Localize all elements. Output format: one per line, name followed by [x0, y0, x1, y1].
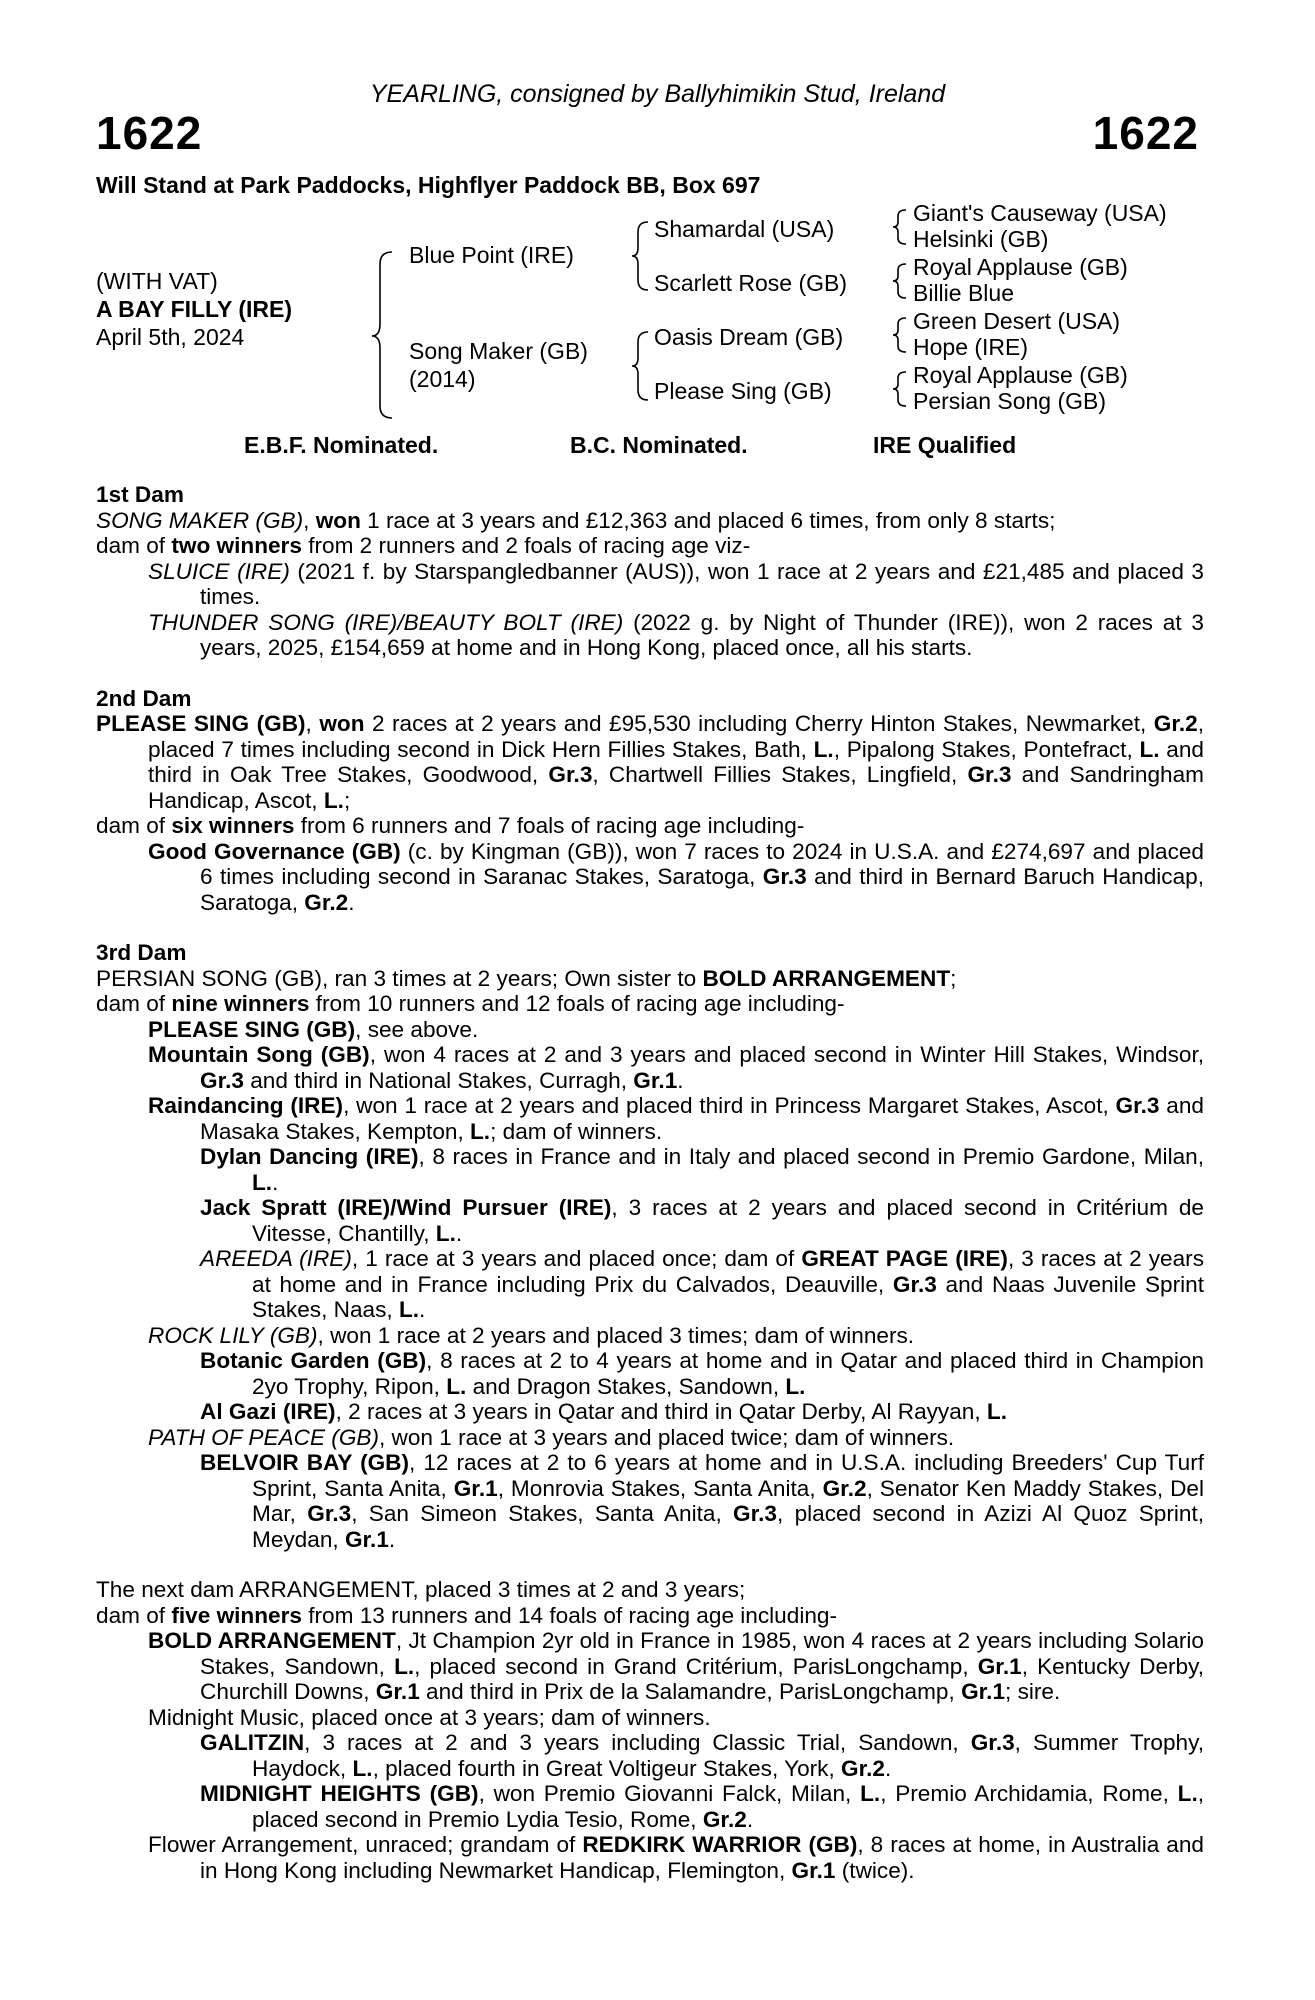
brace-g12 — [893, 210, 906, 244]
text: and third in Prix de la Salamandre, ParisLongchamp, — [419, 1679, 962, 1704]
text: , — [305, 711, 320, 736]
horse-name: THUNDER SONG (IRE)/BEAUTY BOLT (IRE) — [148, 609, 624, 635]
horse-name: MIDNIGHT HEIGHTS (GB) — [200, 1781, 479, 1806]
text: , Monrovia Stakes, Santa Anita, — [497, 1475, 823, 1501]
grade: Gr.2 — [1153, 711, 1198, 736]
second-dam-line — [96, 711, 1204, 813]
produce-entry — [96, 1195, 1204, 1246]
produce-entry — [96, 1781, 1204, 1832]
grade: L. — [470, 1118, 491, 1144]
text: , 2 races at 3 years in Qatar and third in Qatar Derby, Al Rayyan, — [335, 1399, 987, 1424]
text: . — [885, 1755, 892, 1781]
text: nine winners — [171, 991, 310, 1016]
brace-g78 — [893, 372, 906, 406]
dam-brace — [632, 332, 648, 400]
horse-name: Good Governance (GB) — [148, 838, 401, 864]
gen3-3: Royal Applause (GB) — [913, 254, 1128, 280]
produce-entry — [96, 1730, 1204, 1781]
grade: Gr.3 — [548, 762, 593, 787]
text: , 8 races in France and in Italy and placed second in Premio Gardone, Milan, — [418, 1144, 1204, 1169]
grade: Gr.1 — [961, 1679, 1006, 1704]
grade: Gr.1 — [791, 1857, 836, 1883]
grade: L. — [394, 1653, 415, 1679]
text: , Premio Archidamia, Rome, — [880, 1781, 1178, 1806]
first-dam-produce-summary — [96, 533, 1204, 559]
gen3-6: Hope (IRE) — [913, 334, 1029, 360]
horse-name: Raindancing (IRE) — [148, 1093, 344, 1118]
grade: L. — [252, 1169, 273, 1195]
produce-entry — [96, 1323, 1204, 1349]
text: , won 1 race at 2 years and placed third in Princess Margaret Stakes, Ascot, — [343, 1093, 1116, 1118]
text: dam of — [96, 991, 172, 1016]
text: , 12 races at 2 to 6 years at home and in U.S.A. including Breeders' Cup Turf Sprint, Santa Anita, — [252, 1450, 1204, 1501]
text: 2 races at 2 years and £95,530 including Cherry Hinton Stakes, Newmarket, — [364, 711, 1154, 736]
text: , — [303, 507, 316, 533]
text: and Naas Juvenile Sprint Stakes, Naas, — [252, 1271, 1205, 1322]
produce-entry — [96, 1042, 1204, 1093]
horse-name: Jack Spratt (IRE)/Wind Pursuer (IRE) — [200, 1195, 612, 1220]
text: (2021 f. by Starspangledbanner (AUS)), won 1 race at 2 years and £21,485 and placed 3 times. — [200, 558, 1205, 609]
text: , Senator Ken Maddy Stakes, Del Mar, — [252, 1475, 1204, 1526]
produce-entry — [96, 1144, 1204, 1195]
text: . — [348, 889, 355, 915]
produce-entry — [96, 1628, 1204, 1705]
dam: Song Maker (GB) — [409, 338, 588, 364]
text: , placed second in Grand Critérium, ParisLongchamp, — [414, 1653, 978, 1679]
produce-entry: Midnight Music, placed once at 3 years; dam of winners. — [148, 1704, 711, 1730]
next-dam-produce-summary — [96, 1603, 1204, 1629]
text: , 3 races at 2 years and placed second in Critérium de Vitesse, Chantilly, — [252, 1195, 1204, 1246]
text: , won 1 race at 2 years and placed 3 times; dam of winners. — [317, 1322, 915, 1348]
horse-name: GALITZIN — [200, 1730, 305, 1755]
horse-name: BOLD ARRANGEMENT — [702, 965, 951, 991]
gen3-5: Green Desert (USA) — [913, 308, 1121, 334]
produce-entry — [96, 1348, 1204, 1399]
lot-name: A BAY FILLY (IRE) — [96, 296, 292, 322]
lot-number-left: 1622 — [96, 107, 203, 159]
foaling-date: April 5th, 2024 — [96, 324, 245, 350]
horse-name: PLEASE SING (GB) — [96, 711, 306, 736]
horse-name: AREEDA (IRE) — [200, 1246, 352, 1271]
grade: L. — [986, 1399, 1008, 1424]
vat-label: (WITH VAT) — [96, 268, 218, 294]
text: , Jt Champion 2yr old in France in 1985, won 4 races at 2 years including Solario Stakes, Sandown, — [200, 1628, 1204, 1679]
text: and third in Oak Tree Stakes, Goodwood, — [148, 736, 1204, 787]
grade: Gr.3 — [762, 864, 807, 889]
text: won — [319, 711, 365, 736]
ebf-nominated: E.B.F. Nominated. — [244, 432, 439, 458]
grade: Gr.3 — [967, 762, 1012, 787]
produce-entry — [96, 1017, 1204, 1043]
produce-entry — [96, 1832, 1204, 1883]
text: . — [677, 1067, 684, 1093]
text: and Masaka Stakes, Kempton, — [200, 1093, 1204, 1144]
text: from 6 runners and 7 foals of racing age including- — [294, 813, 805, 838]
text: , Kentucky Derby, Churchill Downs, — [200, 1653, 1204, 1704]
horse-name: Botanic Garden (GB) — [200, 1348, 427, 1373]
text: and Sandringham Handicap, Ascot, — [148, 762, 1204, 813]
text: , see above. — [355, 1016, 479, 1042]
horse-name: Dylan Dancing (IRE) — [200, 1144, 419, 1169]
sire-sire: Shamardal (USA) — [654, 216, 835, 242]
produce-record — [96, 482, 1204, 1883]
dam-dam: Please Sing (GB) — [654, 378, 832, 404]
grade: L. — [813, 736, 834, 762]
horse-name: GREAT PAGE (IRE) — [801, 1246, 1008, 1271]
text: (c. by Kingman (GB)), won 7 races to 2024 in U.S.A. and £274,697 and placed 6 times including second in Saranac Stakes, Saratoga, — [200, 838, 1204, 889]
bc-nominated: B.C. Nominated. — [570, 432, 748, 458]
text: dam of — [96, 533, 172, 558]
text: from 2 runners and 2 foals of racing age viz- — [301, 533, 751, 558]
grade: L. — [785, 1373, 806, 1399]
text: , won 1 race at 3 years and placed twice; dam of winners. — [379, 1424, 955, 1450]
text: , 8 races at 2 to 4 years at home and in Qatar and placed third in Champion 2yo Trophy, Ripon, — [252, 1348, 1204, 1399]
text: (2022 g. by Night of Thunder (IRE)), won 2 races at 3 years, 2025, £154,659 at home and in Hong Kong, placed once, all his starts. — [200, 609, 1204, 660]
horse-name: PLEASE SING (GB) — [148, 1016, 356, 1042]
grade: Gr.1 — [977, 1653, 1022, 1679]
grade: L. — [860, 1781, 881, 1806]
grade: Gr.1 — [453, 1475, 498, 1501]
produce-entry — [96, 1450, 1204, 1552]
text: five winners — [171, 1602, 302, 1628]
text: . — [455, 1220, 463, 1246]
brace-g56 — [893, 318, 906, 352]
horse-name: Mountain Song (GB) — [148, 1042, 370, 1067]
dam-year: (2014) — [409, 366, 476, 392]
horse-name: Al Gazi (IRE) — [200, 1399, 336, 1424]
pedigree-table — [0, 200, 1315, 430]
sire-brace — [632, 222, 648, 290]
grade: Gr.3 — [733, 1501, 777, 1526]
horse-name: SONG MAKER (GB) — [96, 507, 304, 533]
text: , 3 races at 2 and 3 years including Classic Trial, Sandown, — [304, 1730, 971, 1755]
dam-sire: Oasis Dream (GB) — [654, 324, 844, 350]
text: , 3 races at 2 years at home and in France including Prix du Calvados, Deauville, — [252, 1246, 1204, 1297]
grade: Gr.2 — [822, 1475, 867, 1501]
produce-entry — [96, 1093, 1204, 1144]
grade: L. — [352, 1755, 373, 1781]
grade: Gr.2 — [304, 889, 349, 915]
main-brace — [372, 252, 392, 418]
text: ; dam of winners. — [490, 1118, 663, 1144]
third-dam-line — [96, 966, 1204, 992]
grade: Gr.1 — [375, 1679, 420, 1704]
horse-name: BOLD ARRANGEMENT — [148, 1628, 396, 1653]
gen3-4: Billie Blue — [913, 280, 1014, 306]
gen3-8: Persian Song (GB) — [913, 388, 1107, 414]
text: and Dragon Stakes, Sandown, — [466, 1373, 786, 1399]
grade: Gr.1 — [344, 1526, 389, 1552]
ire-qualified: IRE Qualified — [873, 432, 1017, 458]
third-dam-produce-summary — [96, 991, 1204, 1017]
grade: L. — [1139, 736, 1160, 762]
text: PERSIAN SONG (GB), ran 3 times at 2 years; Own sister to — [96, 965, 703, 991]
text: , won 4 races at 2 and 3 years and placed second in Winter Hill Stakes, Windsor, — [369, 1042, 1205, 1067]
text: won — [315, 507, 361, 533]
produce-entry — [96, 559, 1204, 610]
text: and third in National Stakes, Curragh, — [243, 1067, 634, 1093]
sire: Blue Point (IRE) — [409, 242, 574, 268]
text: ; — [950, 965, 957, 991]
text: , won Premio Giovanni Falck, Milan, — [478, 1781, 861, 1806]
text: 1 race at 3 years and £12,363 and placed 6 times, from only 8 starts; — [360, 507, 1056, 533]
text: Flower Arrangement, unraced; grandam of — [148, 1832, 583, 1857]
text: . — [746, 1806, 754, 1832]
produce-entry — [96, 610, 1204, 661]
text: two winners — [171, 533, 302, 558]
grade: Gr.3 — [1115, 1093, 1160, 1118]
text: , 8 races at home, in Australia and in Hong Kong including Newmarket Handicap, Flemington, — [200, 1832, 1204, 1883]
brace-g34 — [893, 264, 906, 298]
second-dam-produce-summary — [96, 813, 1204, 839]
grade: Gr.1 — [633, 1067, 678, 1093]
sire-dam: Scarlett Rose (GB) — [654, 270, 847, 296]
horse-name: PATH OF PEACE (GB) — [148, 1424, 379, 1450]
grade: Gr.2 — [702, 1806, 747, 1832]
produce-entry — [96, 839, 1204, 916]
text: six winners — [171, 813, 295, 838]
grade: L. — [1177, 1781, 1198, 1806]
consignor-line: YEARLING, consigned by Ballyhimikin Stud, Ireland — [369, 80, 946, 108]
grade: Gr.3 — [892, 1271, 937, 1297]
stand-location: Will Stand at Park Paddocks, Highflyer Paddock BB, Box 697 — [96, 172, 761, 198]
grade: L. — [398, 1297, 420, 1322]
text: dam of — [96, 813, 172, 838]
first-dam-heading: 1st Dam — [96, 482, 184, 507]
text: . — [388, 1526, 396, 1552]
gen3-2: Helsinki (GB) — [913, 226, 1049, 252]
second-dam-heading: 2nd Dam — [96, 685, 192, 711]
text: , placed second in Azizi Al Quoz Sprint, Meydan, — [252, 1501, 1205, 1552]
text: , San Simeon Stakes, Santa Anita, — [351, 1501, 734, 1526]
text: , Pipalong Stakes, Pontefract, — [833, 736, 1140, 762]
gen3-7: Royal Applause (GB) — [913, 362, 1128, 388]
gen3-1: Giant's Causeway (USA) — [913, 200, 1167, 226]
text: from 10 runners and 12 foals of racing age including- — [309, 991, 845, 1016]
text: , 1 race at 3 years and placed once; dam of — [351, 1246, 802, 1271]
first-dam-line — [96, 508, 1204, 534]
produce-entry — [96, 1246, 1204, 1323]
text: dam of — [96, 1602, 172, 1628]
text: , Summer Trophy, Haydock, — [252, 1730, 1204, 1781]
text: . — [419, 1297, 426, 1322]
text: from 13 runners and 14 foals of racing age including- — [301, 1602, 837, 1628]
produce-entry — [96, 1399, 1204, 1425]
grade: Gr.3 — [970, 1730, 1015, 1755]
text: , Chartwell Fillies Stakes, Lingfield, — [592, 762, 968, 787]
text: ; — [343, 787, 351, 813]
grade: Gr.3 — [307, 1501, 352, 1526]
text: and third in Bernard Baruch Handicap, Saratoga, — [200, 864, 1205, 915]
grade: Gr.2 — [841, 1755, 885, 1781]
grade: L. — [323, 787, 344, 813]
horse-name: SLUICE (IRE) — [148, 558, 290, 584]
text: ; sire. — [1005, 1679, 1061, 1704]
horse-name: ROCK LILY (GB) — [148, 1322, 318, 1348]
horse-name: REDKIRK WARRIOR (GB) — [582, 1832, 858, 1857]
produce-entry — [96, 1425, 1204, 1451]
horse-name: BELVOIR BAY (GB) — [200, 1450, 410, 1475]
text: (twice). — [835, 1857, 915, 1883]
lot-number-right: 1622 — [1092, 107, 1199, 159]
third-dam-heading: 3rd Dam — [96, 940, 187, 965]
text: , placed second in Premio Lydia Tesio, Rome, — [252, 1781, 1205, 1832]
next-dam-line: The next dam ARRANGEMENT, placed 3 times at 2 and 3 years; — [96, 1577, 746, 1602]
text: , placed fourth in Great Voltigeur Stakes, York, — [372, 1755, 842, 1781]
text: . — [272, 1169, 279, 1195]
grade: L. — [435, 1220, 456, 1246]
grade: Gr.3 — [200, 1067, 244, 1093]
grade: L. — [446, 1373, 467, 1399]
text: , placed 7 times including second in Dick Hern Fillies Stakes, Bath, — [148, 711, 1204, 762]
